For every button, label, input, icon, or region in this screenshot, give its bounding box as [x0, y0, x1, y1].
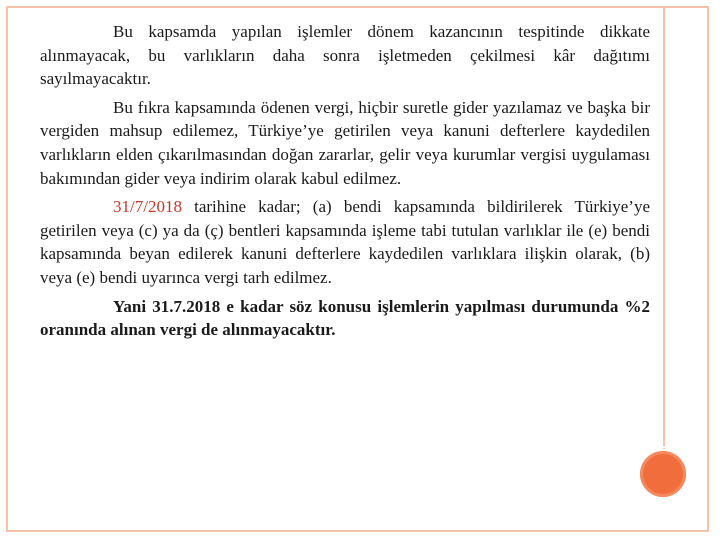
- paragraph-2: Bu fıkra kapsamında ödenen vergi, hiçbir suretle gider yazılamaz ve başka bir vergiden mahsup edilemez, Türkiye’ye getirilen veya kanuni defterlere kaydedilen varlıkların elden çıkarılmasından doğan zararlar, gelir veya kurumlar vergisi uygulaması bakımından gider veya indirim olarak kabul edilmez.: [40, 97, 650, 188]
- decorative-orange-circle: [640, 451, 686, 497]
- paragraph-4-summary: Yani 31.7.2018 e kadar söz konusu işlemlerin yapılması durumunda %2 oranında alınan vergi de alınmayacaktır.: [40, 296, 650, 340]
- paragraph-1: Bu kapsamda yapılan işlemler dönem kazancının tespitinde dikkate alınmayacak, bu varlıkların daha sonra işletmeden çekilmesi kâr dağıtımı sayılmayacaktır.: [40, 22, 650, 89]
- paragraph-3-text: tarihine kadar; (a) bendi kapsamında bildirilerek Türkiye’ye getirilen veya (c) ya da (ç) bentleri kapsamında işleme tabi tutulan varlıklar ile (e) bendi kapsamında beyan edilerek kanuni defterlere kaydedilen varlıklara ilişkin olarak, (b) veya (e) bendi uyarınca vergi tarh edilmez.: [40, 197, 650, 287]
- date-highlight: 31/7/2018: [113, 197, 182, 217]
- slide-body: [40, 20, 650, 347]
- decorative-vertical-line: [663, 6, 665, 449]
- paragraph-3: [40, 195, 650, 289]
